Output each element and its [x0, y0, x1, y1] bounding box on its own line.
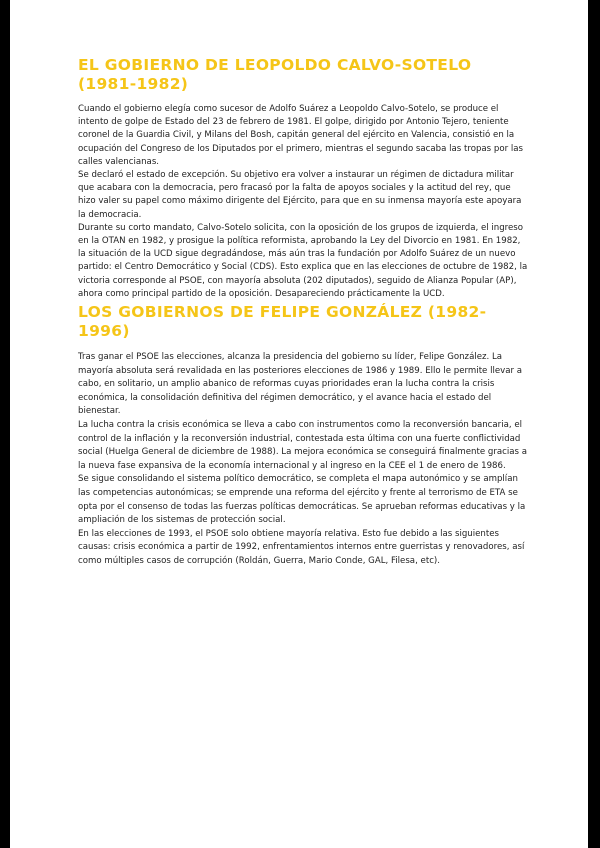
paragraph: Tras ganar el PSOE las elecciones, alcanza la presidencia del gobierno su líder, Felipe González. La mayoría absoluta será revalidada en las posteriores elecciones de 1986 y 1989. Ello le permite llevar a cabo, en solitario, un amplio abanico de reformas cuyas prioridades eran la lucha contra la crisis económica, la consolidación definitiva del régimen democrático, y el avance hacia el estado del bienestar.	[78, 352, 523, 417]
paragraph: En las elecciones de 1993, el PSOE solo obtiene mayoría relativa. Esto fue debido a las siguientes causas: crisis económica a partir de 1992, enfrentamientos internos entre guerristas y renovadores, así como múltiples casos de corrupción (Roldán, Guerra, Mario Conde, GAL, Filesa, etc).	[78, 528, 525, 566]
section-calvo-sotelo	[78, 56, 530, 301]
paragraph: Se sigue consolidando el sistema político democrático, se completa el mapa autonómico y se amplían las competencias autonómicas; se emprende una reforma del ejército y frente al terrorismo de ETA se opta por el consenso de todas las fuerzas políticas democráticas. Se aprueban reformas educativas y la ampliación de los sistemas de protección social.	[78, 474, 526, 526]
section-felipe-gonzalez	[78, 303, 530, 569]
document-page	[10, 0, 588, 848]
section-title: LOS GOBIERNOS DE FELIPE GONZÁLEZ (1982-1996)	[78, 303, 487, 341]
paragraph: La lucha contra la crisis económica se lleva a cabo con instrumentos como la reconversión bancaria, el control de la inflación y la reconversión industrial, contestada esta última con una fuerte conflictividad social (Huelga General de diciembre de 1988). La mejora económica se conseguirá finalmente gracias a la nueva fase expansiva de la economía internacional y al ingreso en la CEE el 1 de enero de 1986.	[78, 420, 527, 471]
section-title: EL GOBIERNO DE LEOPOLDO CALVO-SOTELO (1981-1982)	[78, 56, 472, 93]
paragraph: Cuando el gobierno elegía como sucesor de Adolfo Suárez a Leopoldo Calvo-Sotelo, se produce el intento de golpe de Estado del 23 de febrero de 1981. El golpe, dirigido por Antonio Tejero, teniente coronel de la Guardia Civil, y Milans del Bosh, capitán general del ejército en Valencia, consistió en la ocupación del Congreso de los Diputados por el primero, mientras el segundo sacaba las tropas por las calles valencianas.	[78, 104, 523, 167]
paragraph: Se declaró el estado de excepción. Su objetivo era volver a instaurar un régimen de dictadura militar que acabara con la democracia, pero fracasó por la falta de apoyos sociales y la actitud del rey, que hizo valer su papel como máximo dirigente del Ejército, para que en su inmensa mayoría este apoyara la democracia.	[78, 170, 522, 220]
paragraph: Durante su corto mandato, Calvo-Sotelo solicita, con la oposición de los grupos de izquierda, el ingreso en la OTAN en 1982, y prosigue la política reformista, aprobando la Ley del Divorcio en 1981. En 1982, la situación de la UCD sigue degradándose, más aún tras la fundación por Adolfo Suárez de un nuevo partido: el Centro Democrático y Social (CDS). Esto explica que en las elecciones de octubre de 1982, la victoria corresponde al PSOE, con mayoría absoluta (202 diputados), seguido de Alianza Popular (AP), ahora como principal partido de la oposición. Desapareciendo prácticamente la UCD.	[78, 222, 528, 299]
document-content	[78, 56, 530, 569]
